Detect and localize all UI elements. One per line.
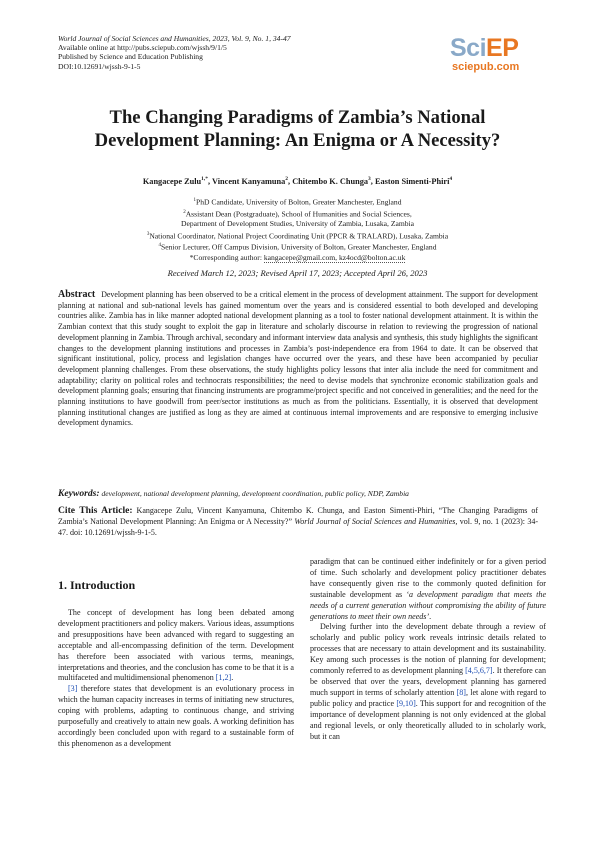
doi-line: DOI:10.12691/wjssh-9-1-5 [58,61,141,71]
affiliation-2: $^2$Assistant Dean (Postgraduate), School of Humanities and Social Sciences, [183,209,412,219]
keywords [58,489,538,499]
abstract-text: Development planning has been observed to be a critical element in the process of development attainment. The support for development planning at national and sub-national levels has gained momentum over the years and is considered essential to both developed and developing countries alike. Zambia has in like manner adopted national development planning as a tool to foster national development attainment. It is within the Zambian context that this study sought to exploit the gap in literature and scholarly discourse in relation to reviewing the progression of national development planning in Zambia. Through archival, secondary and informant interview data analysis and synthesis, this study highlights the significant changes to the development planning institutions and processes in Zambia’s post-independence era from 1964 to date. It can be observed that significant institutional, policy, process and legislation changes have occurred over the years, and these have been accompanied by peculiar development planning challenges. From these observations, the study highlights policy lessons that inter alia include the need for commitment and adaptability; clarity on political roles and technocrats responsibilities; the need to devise models that synchronize economic stabilization goals and development planning goals; ensuring that financing instruments are programme/project specific and not conceived in generalities; and the need for the planning institutions to have goodwill from peer/sector institutions as much as from the politicians. Essentially, it is observed that development planning institutional changes are justified as long as they are aimed at continuous internal improvements and are responsive to emerging inclusive development dynamics. [58,290,538,428]
author-2: Vincent Kanyamuna [212,176,286,186]
author-4-sup: 4 [449,176,453,182]
keywords-text: development, national development planning, development coordination, public policy, NDP, Zambia [101,489,409,498]
cite-details: , vol. 9, no. 1 (2023): 34-47. doi: 10.12691/wjssh-9-1-5. [58,517,539,537]
reference-link-3[interactable]: [3] [68,684,78,694]
intro-paragraph-1: The concept of development has long been debated among development practitioners and policy makers. Various ideas, assumptions and presuppositions have been advanced with regard to suggesting an acceptable and all-encompassing definition of the term. Development has therefore been associated with various terms, meanings, interpretations and theories, and the conclusion has come to be that it is a multifaceted and multidimensional phenomenon [1,2]. [58,608,294,683]
sustainable-development-quote: ‘a development paradigm that meets the needs of a current generation without compromising the ability of future generations to meet their own needs’ [310,589,547,621]
body-left-column [58,560,294,750]
reference-link-4-7[interactable]: [4,5,6,7] [465,666,493,676]
title-line-1: The Changing Paradigms of Zambia’s National [109,107,486,128]
author-3: Chitembo K. Chunga [292,176,369,186]
author-1: Kangacepe Zulu [142,176,202,186]
author-list: Kangacepe Zulu$^{1,*}$, Vincent Kanyamuna$^2$, Chitembo K. Chunga$^3$, Easton Simenti-Phiri$^4$ [142,176,453,186]
intro-paragraph-4: Delving further into the development debate through a review of scholarly and public policy work reveals intrinsic details related to processes that are necessary to attain development and its sustainability. Key among such processes is the notion of planning for development; commonly referred to as development planning [4,5,6,7]. It therefore can be observed that over the years, development planning has garnered much support in terms of scholarly attention [8], let alone with regard to public policy and practice [9,10]. This support for and recognition of the importance of development planning is not only evidenced at the global and regional levels, or only theoretically alluded to in scholarly work, but it can [310,622,547,741]
cite-this-article [58,505,538,538]
affiliation-1: $^1$PhD Candidate, University of Bolton, Greater Manchester, England [193,197,402,207]
reference-link-8[interactable]: [8] [456,687,466,697]
affiliations [40,196,555,263]
corresponding-author: *Corresponding author: kangacepe@gmail.com, kz4ocd@bolton.ac.uk [189,253,406,263]
author-2-sup: 2 [285,176,289,182]
affiliation-3: $^3$National Coordinator, National Project Coordinating Unit (PPCR & TRALARD), Lusaka, Zambia [146,231,449,241]
cite-label: Cite This Article: [58,505,133,516]
reference-link-1-2[interactable]: [1,2] [215,673,232,683]
logo-sci-text: Sci [450,34,487,62]
sciep-logo[interactable] [450,36,542,76]
journal-citation-line: World Journal of Social Sciences and Humanities, 2023, Vol. 9, No. 1, 34-47 [58,34,291,43]
logo-wordmark [450,36,542,61]
paper-title [40,106,555,152]
received-dates: Received March 12, 2023; Revised April 17, 2023; Accepted April 26, 2023 [167,268,428,278]
affiliation-2-cont: Department of Development Studies, University of Zambia, Lusaka, Zambia [180,219,415,229]
author-1-sup: 1,* [201,176,209,182]
intro-paragraph-3: paradigm that can be continued either indefinitely or for a given period of time. Such scholarly and development policy practitioner debates have consequently given rise to the commonly quoted definition for sustainable development as ‘a development paradigm that meets the needs of a current generation without compromising the ability of future generations to meet their own needs’. [310,557,547,621]
reference-link-9-10[interactable]: [9,10] [396,698,416,708]
corresponding-email-link[interactable]: kangacepe@gmail.com, kz4ocd@bolton.ac.uk [263,253,406,263]
keywords-label: Keywords: [58,488,100,499]
author-3-sup: 3 [368,176,371,182]
logo-url: sciepub.com [452,61,520,73]
intro-paragraph-2: [3] therefore states that development is an evolutionary process in which the human capacity increases in terms of initiating new structures, coping with problems, adapting to continuous change, and striving purposefully and creatively to attain new goals. A working definition has accordingly been concluded upon with regard to a sustainable form of this phenomenon as a development [58,684,294,748]
journal-url-line: Available online at http://pubs.sciepub.com/wjssh/9/1/5 [58,43,227,53]
cite-journal: World Journal of Social Sciences and Humanities [294,517,456,526]
abstract-label: Abstract [58,289,96,300]
author-4: Easton Simenti-Phiri [374,176,450,186]
body-right-column [310,557,546,742]
section-heading-introduction: 1. Introduction [58,578,136,592]
affiliation-4: $^4$Senior Lecturer, Off Campus Division, University of Bolton, Greater Manchester, England [158,242,437,252]
title-line-2: Development Planning: An Enigma or A Necessity? [94,130,501,151]
journal-header [58,34,291,71]
logo-ep-text: EP [486,34,519,62]
publisher-line: Published by Science and Education Publishing [58,52,203,62]
abstract [58,290,538,429]
cite-text: Kangacepe Zulu, Vincent Kanyamuna, Chitembo K. Chunga, and Easton Simenti-Phiri, “The Changing Paradigms of Zambia’s National Development Planning: An Enigma or A Necessity?” [58,506,539,526]
